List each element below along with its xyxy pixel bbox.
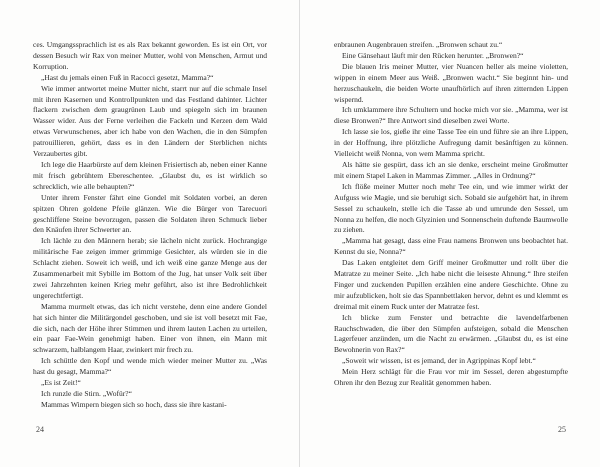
paragraph: Unter ihrem Fenster fährt eine Gondel mit Soldaten vorbei, an deren spitzen Ohren goldene Pfeile glänzen. Wie die Bürger von Tarecuori geschliffene Steine bevorzugen, passen die Soldaten ihren Schmuck lieber den Knäufen ihrer Schwerter an.: [33, 192, 267, 235]
paragraph: Die blauen Iris meiner Mutter, vier Nuancen heller als meine violetten, wippen in einem Meer aus Weiß. „Bronwen wacht.“ Sie beginnt hin- und herzuschaukeln, die beiden Worte unaufhörlich auf ihren zitternden Lippen wispernd.: [334, 61, 568, 104]
paragraph: Ich lächle zu den Männern herab; sie lächeln nicht zurück. Hochrangige militärische Fae zeigen immer grimmige Gesichter, als würden sie in die Schlacht ziehen. Soweit ich weiß, und ich weiß eine ganze Menge aus der Zusammenarbeit mit Sybille im Bottom of the Jug, hat unser Volk seit über zwei Jahrzehnten keinen Krieg mehr geführt, also ist ihre Bedrohlichkeit ungerechtfertigt.: [33, 236, 267, 300]
paragraph: Als hätte sie gespürt, dass ich an sie denke, erscheint meine Großmutter mit einem Stapel Laken in Mammas Zimmer. „Alles in Ordnung?“: [334, 159, 568, 180]
paragraph: Mamma murmelt etwas, das ich nicht verstehe, denn eine andere Gondel hat sich hinter die Militärgondel geschoben, und sie ist voll besetzt mit Fae, die sich, nach der Höhe ihrer Stimmen und ihrem lauten Lachen zu urteilen, ein paar Fae-Wein genehmigt haben. Einer von ihnen, ein Mann mit schwarzem, halblangem Haar, zwinkert mir frech zu.: [33, 301, 267, 355]
paragraph: Ich runzle die Stirn. „Wofür?“: [41, 389, 132, 398]
paragraph: „Soweit wir wissen, ist es jemand, der in Agrippinas Kopf lebt.“: [342, 356, 536, 366]
paragraph: „Es ist Zeit!“: [41, 378, 81, 388]
paragraph: Ich lasse sie los, gieße ihr eine Tasse Tee ein und führe sie an ihre Lippen, in der Hoffnung, ihre plötzliche Aufregung damit besänftigen zu können. Vielleicht weiß Nonna, von wem Mamma spricht.: [334, 127, 568, 159]
paragraph: Wie immer antwortet meine Mutter nicht, starrt nur auf die schmale Insel mit ihren Kasernen und Kontrollpunkten und das Festland dahinter. Lichter flackern zwischen dem graugrünen Laub und spiegeln sich im braunen Wasser wider. Aus der Ferne verleihen die Fackeln und Kerzen dem Wald etwas Verwunschenes, aber ich habe von den Wachen, die in den Sümpfen patrouillieren, gehört, dass es in den Ländern der Sterblichen nichts Verzaubertes gibt.: [33, 83, 267, 159]
page-number: 25: [558, 425, 566, 434]
right-page: [300, 0, 600, 467]
paragraph: Ich schüttle den Kopf und wende mich wieder meiner Mutter zu. „Was hast du gesagt, Mamma?“: [33, 356, 267, 377]
page-number: 24: [36, 425, 44, 434]
paragraph: Mammas Wimpern biegen sich so hoch, dass sie ihre kastani-: [41, 399, 227, 409]
paragraph: enbraunen Augenbrauen streifen. „Bronwen schaut zu.“: [334, 40, 503, 49]
paragraph: Ich umklammere ihre Schultern und hocke mich vor sie. „Mamma, wer ist diese Bronwen?“ Ihre Antwort sind dieselben zwei Worte.: [334, 105, 568, 126]
paragraph: Ich lege die Haarbürste auf dem kleinen Frisiertisch ab, neben einer Kanne mit frisch gebrühtem Ebereschentee. „Glaubst du, es ist wirklich so schrecklich, wie alle behaupten?“: [33, 159, 267, 191]
paragraph: Mein Herz schlägt für die Frau vor mir im Sessel, deren abgestumpfte Ohren ihr den Bezug zur Realität genommen haben.: [334, 367, 568, 388]
paragraph: Ich blicke zum Fenster und betrachte die lavendelfarbenen Rauchschwaden, die über den Sümpfen aufsteigen, sobald die Menschen Lagerfeuer anzünden, um die Nacht zu erwärmen. „Glaubst du, es ist eine Bewohnerin von Rax?“: [334, 312, 568, 355]
left-page-text: [33, 40, 267, 411]
paragraph: Das Laken entgleitet dem Griff meiner Großmutter und rollt über die Matratze zu meiner Seite. „Ich habe nicht die leiseste Ahnung.“ Ihre steifen Finger und zuckenden Pupillen erzählen eine andere Geschichte. Ohne zu mir aufzublicken, holt sie das Spannbettlaken hervor, dehnt es und klemmt es dreimal mit einem Ruck unter der Matratze fest.: [334, 258, 568, 311]
paragraph: „Hast du jemals einen Fuß in Racocci gesetzt, Mamma?“: [41, 72, 214, 82]
paragraph: Eine Gänsehaut läuft mir den Rücken herunter. „Bronwen?“: [342, 50, 524, 60]
right-page-text: [334, 40, 568, 389]
paragraph: ces. Umgangssprachlich ist es als Rax bekannt geworden. Es ist ein Ort, vor dessen Besuch wir Rax von meiner Mutter, wohl von Menschen, Armut und Korruption.: [33, 40, 267, 71]
paragraph: Ich flöße meiner Mutter noch mehr Tee ein, und wie immer wirkt der Aufguss wie Magie, und sie beruhigt sich. Sobald sie aufgehört hat, in ihrem Sessel zu schaukeln, stelle ich die Tasse ab und umrunde den Sessel, um Nonna zu helfen, die noch Glyzinien und Sonnenschein duftende Baumwolle zu ziehen.: [334, 181, 568, 235]
paragraph: „Mamma hat gesagt, dass eine Frau namens Bronwen uns beobachtet hat. Kennst du sie, Nonna?“: [334, 236, 568, 257]
